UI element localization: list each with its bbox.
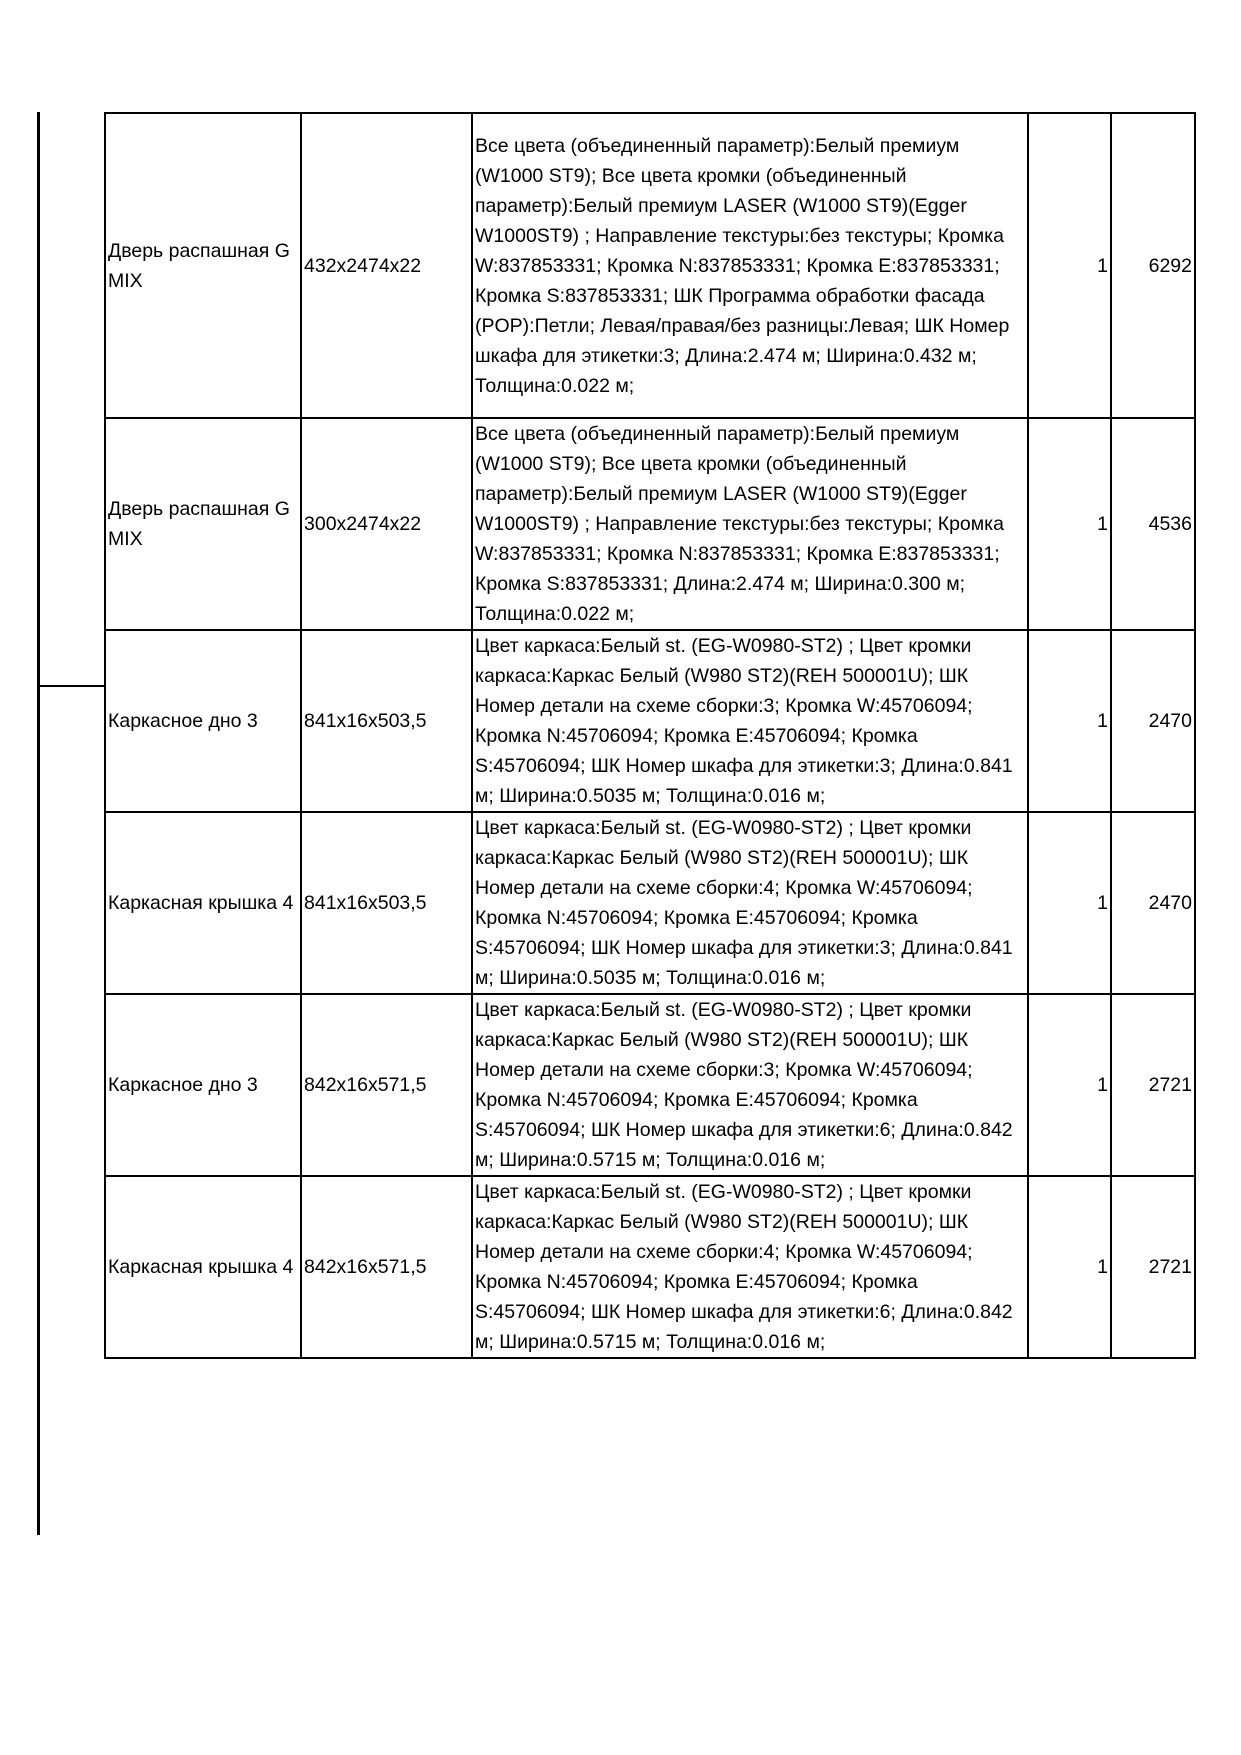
part-quantity: 1 xyxy=(1028,1176,1111,1358)
part-value: 6292 xyxy=(1111,113,1195,418)
table-row xyxy=(105,113,1195,418)
part-quantity: 1 xyxy=(1028,994,1111,1176)
part-size: 842x16x571,5 xyxy=(301,1176,472,1358)
part-name: Каркасное дно 3 xyxy=(105,994,301,1176)
part-description: Цвет каркаса:Белый st. (EG-W0980-ST2) ; Цвет кромки каркаса:Каркас Белый (W980 ST2)(REH 500001U); ШК Номер детали на схеме сборки:3; Кромка W:45706094; Кромка N:45706094; Кромка E:45706094; Кромка S:45706094; ШК Номер шкафа для этикетки:6; Длина:0.842 м; Ширина:0.5715 м; Толщина:0.016 м; xyxy=(472,994,1028,1176)
table-row xyxy=(105,418,1195,630)
part-value: 2721 xyxy=(1111,994,1195,1176)
group-separator xyxy=(37,685,105,687)
part-description: Цвет каркаса:Белый st. (EG-W0980-ST2) ; Цвет кромки каркаса:Каркас Белый (W980 ST2)(REH 500001U); ШК Номер детали на схеме сборки:3; Кромка W:45706094; Кромка N:45706094; Кромка E:45706094; Кромка S:45706094; ШК Номер шкафа для этикетки:3; Длина:0.841 м; Ширина:0.5035 м; Толщина:0.016 м; xyxy=(472,630,1028,812)
part-name: Дверь распашная G MIX xyxy=(105,418,301,630)
part-description: Все цвета (объединенный параметр):Белый премиум (W1000 ST9); Все цвета кромки (объединенный параметр):Белый премиум LASER (W1000 ST9)(Egger W1000ST9) ; Направление текстуры:без текстуры; Кромка W:837853331; Кромка N:837853331; Кромка E:837853331; Кромка S:837853331; Длина:2.474 м; Ширина:0.300 м; Толщина:0.022 м; xyxy=(472,418,1028,630)
part-size: 300x2474x22 xyxy=(301,418,472,630)
table-row xyxy=(105,1176,1195,1358)
part-size: 841x16x503,5 xyxy=(301,812,472,994)
part-description: Цвет каркаса:Белый st. (EG-W0980-ST2) ; Цвет кромки каркаса:Каркас Белый (W980 ST2)(REH 500001U); ШК Номер детали на схеме сборки:4; Кромка W:45706094; Кромка N:45706094; Кромка E:45706094; Кромка S:45706094; ШК Номер шкафа для этикетки:6; Длина:0.842 м; Ширина:0.5715 м; Толщина:0.016 м; xyxy=(472,1176,1028,1358)
part-size: 841x16x503,5 xyxy=(301,630,472,812)
table-row xyxy=(105,630,1195,812)
part-size: 432x2474x22 xyxy=(301,113,472,418)
parts-table xyxy=(104,112,1196,1359)
part-quantity: 1 xyxy=(1028,812,1111,994)
part-quantity: 1 xyxy=(1028,113,1111,418)
part-value: 2470 xyxy=(1111,630,1195,812)
part-value: 4536 xyxy=(1111,418,1195,630)
part-quantity: 1 xyxy=(1028,418,1111,630)
part-quantity: 1 xyxy=(1028,630,1111,812)
part-name: Каркасная крышка 4 xyxy=(105,1176,301,1358)
group-border-line xyxy=(37,112,40,1535)
part-name: Дверь распашная G MIX xyxy=(105,113,301,418)
part-value: 2721 xyxy=(1111,1176,1195,1358)
table-row xyxy=(105,812,1195,994)
part-name: Каркасное дно 3 xyxy=(105,630,301,812)
part-size: 842x16x571,5 xyxy=(301,994,472,1176)
part-description: Все цвета (объединенный параметр):Белый премиум (W1000 ST9); Все цвета кромки (объединенный параметр):Белый премиум LASER (W1000 ST9)(Egger W1000ST9) ; Направление текстуры:без текстуры; Кромка W:837853331; Кромка N:837853331; Кромка E:837853331; Кромка S:837853331; ШК Программа обработки фасада (POP):Петли; Левая/правая/без разницы:Левая; ШК Номер шкафа для этикетки:3; Длина:2.474 м; Ширина:0.432 м; Толщина:0.022 м; xyxy=(472,113,1028,418)
part-value: 2470 xyxy=(1111,812,1195,994)
part-description: Цвет каркаса:Белый st. (EG-W0980-ST2) ; Цвет кромки каркаса:Каркас Белый (W980 ST2)(REH 500001U); ШК Номер детали на схеме сборки:4; Кромка W:45706094; Кромка N:45706094; Кромка E:45706094; Кромка S:45706094; ШК Номер шкафа для этикетки:3; Длина:0.841 м; Ширина:0.5035 м; Толщина:0.016 м; xyxy=(472,812,1028,994)
part-name: Каркасная крышка 4 xyxy=(105,812,301,994)
table-row xyxy=(105,994,1195,1176)
